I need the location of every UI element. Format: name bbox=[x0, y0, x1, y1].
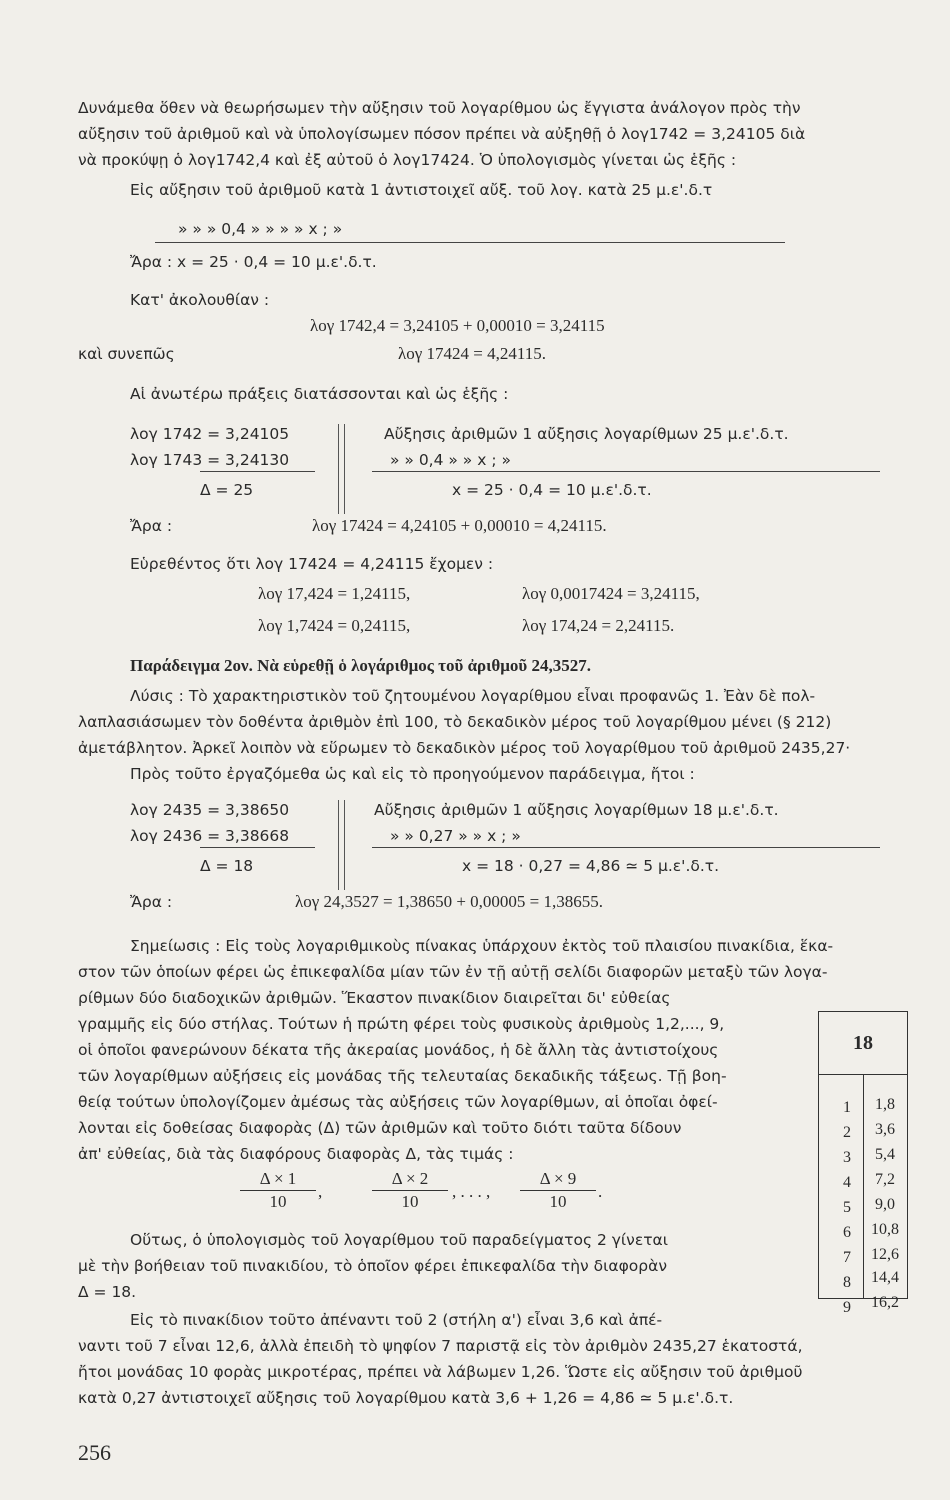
table-cell: λογ 2436 = 3,38668 bbox=[130, 827, 290, 845]
text-line: Εἰς αὔξησιν τοῦ ἀριθμοῦ κατὰ 1 ἀντιστοιχεῖ αὔξ. τοῦ λογ. κατὰ 25 μ.ε'.δ.τ bbox=[130, 181, 713, 199]
table-divider bbox=[338, 424, 339, 514]
table-cell: λογ 2435 = 3,38650 bbox=[130, 801, 290, 819]
table-cell: x = 25 · 0,4 = 10 μ.ε'.δ.τ. bbox=[452, 481, 652, 499]
table-row-n: 5 bbox=[843, 1199, 851, 1216]
text-line: μὲ τὴν βοήθειαν τοῦ πινακιδίου, τὸ ὁποῖον φέρει ἐπικεφαλίδα τὴν διαφορὰν bbox=[78, 1257, 667, 1275]
calc-rule bbox=[372, 471, 880, 472]
text-line: » » » 0,4 » » » » x ; » bbox=[178, 220, 343, 238]
table-cell: λογ 1742 = 3,24105 bbox=[130, 425, 290, 443]
table-row-n: 7 bbox=[843, 1249, 851, 1266]
text-line: θείᾳ τούτων ὑπολογίζομεν ἀμέσως τὰς αὐξήσεις τῶν λογαρίθμων, αἱ ὁποῖαι ὀφεί- bbox=[78, 1093, 718, 1111]
text-line: γραμμῆς εἰς δύο στήλας. Τούτων ἡ πρώτη φέρει τοὺς φυσικοὺς ἀριθμοὺς 1,2,..., 9, bbox=[78, 1015, 725, 1033]
table-row-n: 9 bbox=[843, 1299, 851, 1316]
fraction bbox=[520, 1168, 596, 1213]
text-line: Δυνάμεθα ὅθεν νὰ θεωρήσωμεν τὴν αὔξησιν τοῦ λογαρίθμου ὡς ἔγγιστα ἀνάλογον πρὸς τὴν bbox=[78, 99, 801, 117]
equation: λογ 17424 = 4,24105 + 0,00010 = 4,24115. bbox=[312, 516, 607, 535]
text-line: αὔξησιν τοῦ ἀριθμοῦ καὶ νὰ ὑπολογίσωμεν πόσον πρέπει νὰ αὐξηθῇ ὁ λογ1742 = 3,24105 διὰ bbox=[78, 125, 806, 143]
table-cell: » » 0,27 » » x ; » bbox=[390, 827, 521, 845]
table-row-v: 1,8 bbox=[875, 1096, 895, 1113]
text-line: Ἄρα : bbox=[130, 893, 173, 911]
table-row-v: 10,8 bbox=[871, 1221, 899, 1238]
text-line: Εὑρεθέντος ὅτι λογ 17424 = 4,24115 ἔχομεν : bbox=[130, 555, 494, 573]
text-line: καὶ συνεπῶς bbox=[78, 345, 175, 363]
fraction-separator: , bbox=[318, 1182, 323, 1201]
table-row-v: 14,4 bbox=[871, 1269, 899, 1286]
table-row-v: 16,2 bbox=[871, 1294, 899, 1311]
table-row-v: 9,0 bbox=[875, 1196, 895, 1213]
table-cell: » » 0,4 » » x ; » bbox=[390, 451, 511, 469]
text-line: Δ = 18. bbox=[78, 1283, 137, 1301]
fraction-denominator: 10 bbox=[549, 1192, 567, 1211]
fraction-numerator: Δ × 9 bbox=[520, 1168, 596, 1191]
text-line: Ἄρα : x = 25 · 0,4 = 10 μ.ε'.δ.τ. bbox=[130, 253, 377, 271]
fraction bbox=[240, 1168, 316, 1213]
table-cell: Δ = 25 bbox=[200, 481, 254, 499]
table-row-v: 5,4 bbox=[875, 1146, 895, 1163]
text-line: Πρὸς τοῦτο ἐργαζόμεθα ὡς καὶ εἰς τὸ προηγούμενον παράδειγμα, ἤτοι : bbox=[130, 765, 695, 783]
text-line: νὰ προκύψῃ ὁ λογ1742,4 καὶ ἐξ αὐτοῦ ὁ λογ17424. Ὁ ὑπολογισμὸς γίνεται ὡς ἑξῆς : bbox=[78, 151, 737, 169]
fraction bbox=[372, 1168, 448, 1213]
text-line: οἱ ὁποῖοι φανερώνουν δέκατα τῆς ἀκεραίας μονάδος, ἡ δὲ ἄλλη τὰς ἀντιστοίχους bbox=[78, 1041, 719, 1059]
text-line: ρίθμων δύο διαδοχικῶν ἀριθμῶν. Ἕκαστον πινακίδιον διαιρεῖται δι' εὐθείας bbox=[78, 989, 671, 1007]
text-line: Εἰς τὸ πινακίδιον τοῦτο ἀπέναντι τοῦ 2 (στήλη α') εἶναι 3,6 καὶ ἀπέ- bbox=[130, 1311, 663, 1329]
table-row-v: 7,2 bbox=[875, 1171, 895, 1188]
difference-table-divider bbox=[863, 1074, 864, 1298]
fraction-denominator: 10 bbox=[401, 1192, 419, 1211]
fraction-numerator: Δ × 2 bbox=[372, 1168, 448, 1191]
text-line: ἀμετάβλητον. Ἀρκεῖ λοιπὸν νὰ εὕρωμεν τὸ δεκαδικὸν μέρος τοῦ λογαρίθμου τοῦ ἀριθμοῦ 2435,27· bbox=[78, 739, 851, 757]
equation: λογ 174,24 = 2,24115. bbox=[522, 616, 675, 635]
text-line: στον τῶν ὁποίων φέρει ὡς ἐπικεφαλίδα μίαν τῶν ἐν τῇ αὐτῇ σελίδι διαφορῶν μεταξὺ τῶν λογα- bbox=[78, 963, 828, 981]
section-heading: Παράδειγμα 2ον. Νὰ εὑρεθῇ ὁ λογάριθμος τοῦ ἀριθμοῦ 24,3527. bbox=[130, 656, 592, 675]
calc-rule bbox=[372, 847, 880, 848]
fraction-denominator: 10 bbox=[269, 1192, 287, 1211]
fraction-separator: , . . . , bbox=[452, 1182, 491, 1201]
text-line: Σημείωσις : Εἰς τοὺς λογαριθμικοὺς πίνακας ὑπάρχουν ἐκτὸς τοῦ πλαισίου πινακίδια, ἕκα- bbox=[130, 937, 834, 955]
table-row-n: 8 bbox=[843, 1274, 851, 1291]
fraction-numerator: Δ × 1 bbox=[240, 1168, 316, 1191]
table-row-v: 12,6 bbox=[871, 1246, 899, 1263]
text-line: ναντι τοῦ 7 εἶναι 12,6, ἀλλὰ ἐπειδὴ τὸ ψηφίον 7 παριστᾷ εἰς τὸν ἀριθμὸν 2435,27 ἑκατοστά, bbox=[78, 1337, 803, 1355]
equation: λογ 17,424 = 1,24115, bbox=[258, 584, 411, 603]
table-cell: x = 18 · 0,27 = 4,86 ≃ 5 μ.ε'.δ.τ. bbox=[462, 857, 720, 875]
equation: λογ 17424 = 4,24115. bbox=[398, 344, 546, 363]
text-line: Αἱ ἀνωτέρω πράξεις διατάσσονται καὶ ὡς ἑξῆς : bbox=[130, 385, 509, 403]
table-row-n: 1 bbox=[843, 1099, 851, 1116]
equation: λογ 1,7424 = 0,24115, bbox=[258, 616, 411, 635]
table-row-n: 2 bbox=[843, 1124, 851, 1141]
fraction-separator: . bbox=[598, 1182, 603, 1201]
calc-rule bbox=[200, 847, 315, 848]
text-line: λαπλασιάσωμεν τὸν δοθέντα ἀριθμὸν ἐπὶ 100, τὸ δεκαδικὸν μέρος τοῦ λογαρίθμου μένει (§ 212) bbox=[78, 713, 832, 731]
text-line: ἀπ' εὐθείας, διὰ τὰς διαφόρους διαφορὰς Δ, τὰς τιμάς : bbox=[78, 1145, 514, 1163]
table-cell: Αὔξησις ἀριθμῶν 1 αὔξησις λογαρίθμων 18 μ.ε'.δ.τ. bbox=[374, 801, 779, 819]
text-line: Ἄρα : bbox=[130, 517, 173, 535]
text-line: τῶν λογαρίθμων αὐξήσεις εἰς μονάδας τῆς τελευταίας δεκαδικῆς τάξεως. Τῇ βοη- bbox=[78, 1067, 727, 1085]
table-row-n: 3 bbox=[843, 1149, 851, 1166]
text-line: Οὕτως, ὁ ὑπολογισμὸς τοῦ λογαρίθμου τοῦ παραδείγματος 2 γίνεται bbox=[130, 1231, 669, 1249]
text-line: κατὰ 0,27 ἀντιστοιχεῖ αὔξησις τοῦ λογαρίθμου κατὰ 3,6 + 1,26 = 4,86 ≃ 5 μ.ε'.δ.τ. bbox=[78, 1389, 734, 1407]
text-line: Κατ' ἀκολουθίαν : bbox=[130, 291, 270, 309]
equation: λογ 0,0017424 = 3,24115, bbox=[522, 584, 700, 603]
calc-rule bbox=[155, 242, 785, 243]
table-divider bbox=[344, 424, 345, 514]
text-line: Λύσις : Τὸ χαρακτηριστικὸν τοῦ ζητουμένου λογαρίθμου εἶναι προφανῶς 1. Ἐὰν δὲ πολ- bbox=[130, 687, 816, 705]
equation: λογ 1742,4 = 3,24105 + 0,00010 = 3,24115 bbox=[310, 316, 605, 335]
text-line: ἤτοι μονάδας 10 φορὰς μικροτέρας, πρέπει νὰ λάβωμεν 1,26. Ὥστε εἰς αὔξησιν τοῦ ἀριθμοῦ bbox=[78, 1363, 803, 1381]
table-divider bbox=[338, 800, 339, 890]
table-row-n: 4 bbox=[843, 1174, 851, 1191]
difference-table-header: 18 bbox=[819, 1012, 907, 1075]
table-row-n: 6 bbox=[843, 1224, 851, 1241]
table-divider bbox=[344, 800, 345, 890]
table-cell: Δ = 18 bbox=[200, 857, 254, 875]
difference-table bbox=[818, 1011, 908, 1316]
equation: λογ 24,3527 = 1,38650 + 0,00005 = 1,38655. bbox=[295, 892, 604, 911]
page-number: 256 bbox=[78, 1440, 111, 1465]
table-cell: λογ 1743 = 3,24130 bbox=[130, 451, 290, 469]
calc-rule bbox=[200, 471, 315, 472]
table-row-v: 3,6 bbox=[875, 1121, 895, 1138]
table-cell: Αὔξησις ἀριθμῶν 1 αὔξησις λογαρίθμων 25 μ.ε'.δ.τ. bbox=[384, 425, 789, 443]
text-line: λονται εἰς δοθείσας διαφορὰς (Δ) τῶν ἀριθμῶν καὶ τοῦτο διότι ταῦτα δίδουν bbox=[78, 1119, 682, 1137]
